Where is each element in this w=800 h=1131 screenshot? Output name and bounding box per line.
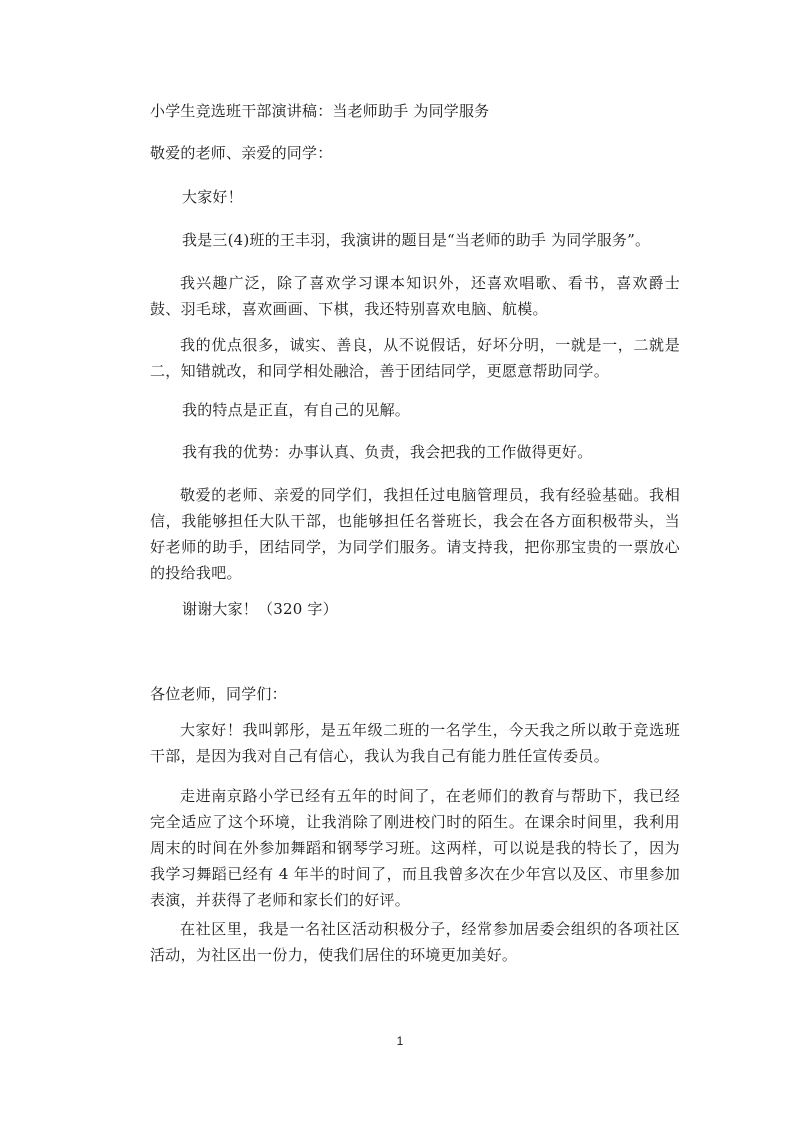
speech1-paragraph-strengths: 我的优点很多，诚实、善良，从不说假话，好坏分明，一就是一，二就是二，知错就改，和同学相处融洽，善于团结同学，更愿意帮助同学。 [150,336,680,380]
speech1-paragraph-advantage: 我有我的优势：办事认真、负责，我会把我的工作做得更好。 [182,443,593,461]
speech2-paragraph-school: 走进南京路小学已经有五年的时间了，在老师们的教育与帮助下，我已经完全适应了这个环境，让我消除了刚进校门时的陌生。在课余时间里，我利用周末的时间在外参加舞蹈和钢琴学习班。这两样，可以说是我的特长了，因为我学习舞蹈已经有 4 年半的时间了，而且我曾多次在少年宫以及区、市里参加表演，并获得了老师和家长们的好评。 [150,787,680,909]
speech2-salutation: 各位老师，同学们： [150,685,287,703]
speech2-paragraph-intro: 大家好！我叫郭彤，是五年级二班的一名学生，今天我之所以敢于竞选班干部，是因为我对自己有信心，我认为我自己有能力胜任宣传委员。 [150,721,680,765]
speech1-paragraph-interests: 我兴趣广泛，除了喜欢学习课本知识外，还喜欢唱歌、看书，喜欢爵士鼓、羽毛球，喜欢画画、下棋，我还特别喜欢电脑、航模。 [150,274,680,318]
document-title: 小学生竞选班干部演讲稿：当老师助手 为同学服务 [150,102,490,120]
speech1-greeting: 大家好！ [182,188,243,206]
speech1-paragraph-appeal: 敬爱的老师、亲爱的同学们，我担任过电脑管理员，我有经验基础。我相信，我能够担任大队干部，也能够担任名誉班长，我会在各方面积极带头，当好老师的助手，团结同学，为同学们服务。请支持我，把你那宝贵的一票放心的投给我吧。 [150,486,680,582]
page-number: 1 [396,1034,404,1048]
speech1-closing: 谢谢大家！（320 字） [182,600,338,618]
speech1-salutation: 敬爱的老师、亲爱的同学： [150,144,333,162]
speech2-paragraph-community: 在社区里，我是一名社区活动积极分子，经常参加居委会组织的各项社区活动，为社区出一份力，使我们居住的环境更加美好。 [150,920,680,964]
speech1-paragraph-intro: 我是三(4)班的王丰羽，我演讲的题目是“当老师的助手 为同学服务”。 [182,231,651,249]
speech1-paragraph-traits: 我的特点是正直，有自己的见解。 [182,401,411,419]
